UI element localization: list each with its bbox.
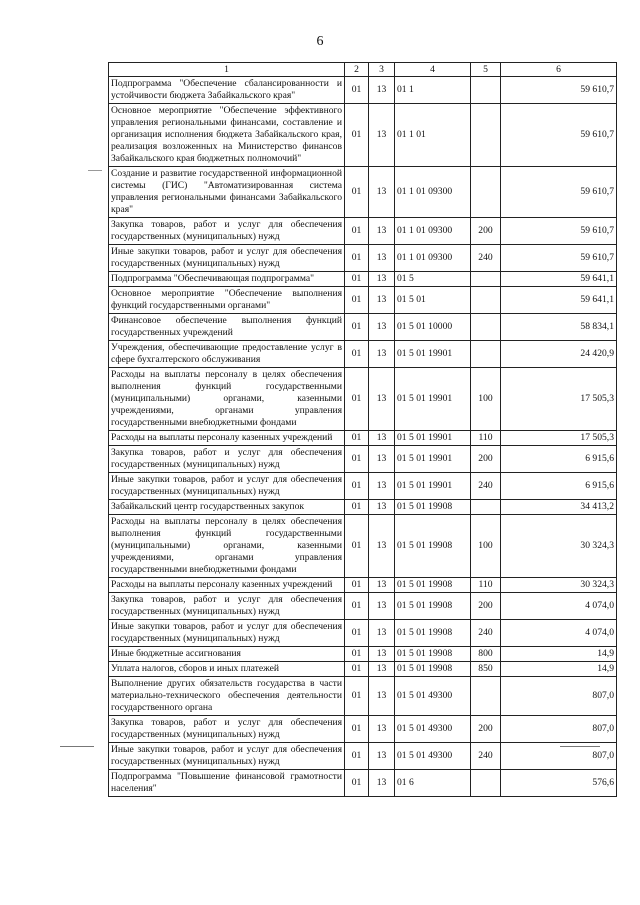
- subsection-cell: 13: [369, 500, 395, 515]
- target-article-cell: 01 5 01 19908: [395, 620, 471, 647]
- subsection-cell: 13: [369, 716, 395, 743]
- row-name-cell: Иные закупки товаров, работ и услуг для обеспечения государственных (муниципальных) нужд: [109, 245, 345, 272]
- amount-cell: 59 610,7: [501, 245, 617, 272]
- amount-cell: 34 413,2: [501, 500, 617, 515]
- expense-type-cell: [471, 314, 501, 341]
- subsection-cell: 13: [369, 473, 395, 500]
- target-article-cell: 01 1 01: [395, 104, 471, 167]
- table-row: [109, 446, 617, 473]
- subsection-cell: 13: [369, 677, 395, 716]
- table-row: [109, 341, 617, 368]
- amount-cell: 59 610,7: [501, 77, 617, 104]
- table-row: [109, 716, 617, 743]
- target-article-cell: 01 5 01 49300: [395, 743, 471, 770]
- amount-cell: 807,0: [501, 677, 617, 716]
- subsection-cell: 13: [369, 341, 395, 368]
- expense-type-cell: 110: [471, 578, 501, 593]
- row-name-cell: Расходы на выплаты персоналу казенных учреждений: [109, 431, 345, 446]
- expense-type-cell: 200: [471, 218, 501, 245]
- section-cell: 01: [345, 77, 369, 104]
- section-cell: 01: [345, 677, 369, 716]
- target-article-cell: 01 5 01 19901: [395, 341, 471, 368]
- amount-cell: 59 610,7: [501, 218, 617, 245]
- expense-type-cell: [471, 500, 501, 515]
- column-header: 4: [395, 63, 471, 77]
- section-cell: 01: [345, 446, 369, 473]
- target-article-cell: 01 5 01 49300: [395, 716, 471, 743]
- expense-type-cell: 850: [471, 662, 501, 677]
- target-article-cell: 01 1 01 09300: [395, 245, 471, 272]
- section-cell: 01: [345, 218, 369, 245]
- table-row: [109, 620, 617, 647]
- subsection-cell: 13: [369, 770, 395, 797]
- amount-cell: 807,0: [501, 743, 617, 770]
- budget-table: [108, 62, 617, 797]
- row-name-cell: Подпрограмма "Обеспечивающая подпрограмма": [109, 272, 345, 287]
- target-article-cell: 01 5 01 49300: [395, 677, 471, 716]
- target-article-cell: 01 1 01 09300: [395, 218, 471, 245]
- subsection-cell: 13: [369, 578, 395, 593]
- amount-cell: 58 834,1: [501, 314, 617, 341]
- expense-type-cell: 110: [471, 431, 501, 446]
- subsection-cell: 13: [369, 272, 395, 287]
- row-name-cell: Финансовое обеспечение выполнения функций государственных учреждений: [109, 314, 345, 341]
- subsection-cell: 13: [369, 743, 395, 770]
- amount-cell: 17 505,3: [501, 431, 617, 446]
- section-cell: 01: [345, 620, 369, 647]
- section-cell: 01: [345, 272, 369, 287]
- subsection-cell: 13: [369, 431, 395, 446]
- row-name-cell: Расходы на выплаты персоналу в целях обеспечения выполнения функций государственными (муниципальными) органами, казенными учреждениями, органами управления государственными внебюджетными фондами: [109, 368, 345, 431]
- column-header: 2: [345, 63, 369, 77]
- section-cell: 01: [345, 593, 369, 620]
- subsection-cell: 13: [369, 104, 395, 167]
- amount-cell: 59 641,1: [501, 272, 617, 287]
- row-name-cell: Забайкальский центр государственных закупок: [109, 500, 345, 515]
- expense-type-cell: 240: [471, 620, 501, 647]
- target-article-cell: 01 5 01 19908: [395, 578, 471, 593]
- column-header: 3: [369, 63, 395, 77]
- target-article-cell: 01 5 01 19901: [395, 431, 471, 446]
- subsection-cell: 13: [369, 647, 395, 662]
- amount-cell: 4 074,0: [501, 620, 617, 647]
- expense-type-cell: 100: [471, 515, 501, 578]
- amount-cell: 30 324,3: [501, 578, 617, 593]
- expense-type-cell: [471, 677, 501, 716]
- expense-type-cell: [471, 287, 501, 314]
- target-article-cell: 01 1 01 09300: [395, 167, 471, 218]
- section-cell: 01: [345, 716, 369, 743]
- section-cell: 01: [345, 341, 369, 368]
- row-name-cell: Закупка товаров, работ и услуг для обеспечения государственных (муниципальных) нужд: [109, 716, 345, 743]
- expense-type-cell: 240: [471, 473, 501, 500]
- table-row: [109, 167, 617, 218]
- amount-cell: 17 505,3: [501, 368, 617, 431]
- row-name-cell: Создание и развитие государственной информационной системы (ГИС) "Автоматизированная система управления региональными финансами Забайкальского края": [109, 167, 345, 218]
- subsection-cell: 13: [369, 77, 395, 104]
- target-article-cell: 01 5 01 19901: [395, 446, 471, 473]
- expense-type-cell: [471, 77, 501, 104]
- target-article-cell: 01 5 01 19908: [395, 593, 471, 620]
- table-row: [109, 368, 617, 431]
- section-cell: 01: [345, 431, 369, 446]
- section-cell: 01: [345, 314, 369, 341]
- amount-cell: 14,9: [501, 662, 617, 677]
- table-row: [109, 104, 617, 167]
- table-header-row: [109, 63, 617, 77]
- amount-cell: 576,6: [501, 770, 617, 797]
- row-name-cell: Подпрограмма "Повышение финансовой грамотности населения": [109, 770, 345, 797]
- expense-type-cell: [471, 272, 501, 287]
- column-header: 6: [501, 63, 617, 77]
- section-cell: 01: [345, 473, 369, 500]
- amount-cell: 30 324,3: [501, 515, 617, 578]
- table-row: [109, 272, 617, 287]
- row-name-cell: Иные бюджетные ассигнования: [109, 647, 345, 662]
- table-row: [109, 314, 617, 341]
- table-row: [109, 287, 617, 314]
- section-cell: 01: [345, 167, 369, 218]
- section-cell: 01: [345, 578, 369, 593]
- subsection-cell: 13: [369, 515, 395, 578]
- subsection-cell: 13: [369, 167, 395, 218]
- scan-mark: [88, 170, 102, 171]
- expense-type-cell: [471, 167, 501, 218]
- row-name-cell: Иные закупки товаров, работ и услуг для обеспечения государственных (муниципальных) нужд: [109, 473, 345, 500]
- table-body: [109, 77, 617, 797]
- table-row: [109, 473, 617, 500]
- expense-type-cell: 200: [471, 593, 501, 620]
- target-article-cell: 01 5 01 10000: [395, 314, 471, 341]
- section-cell: 01: [345, 500, 369, 515]
- amount-cell: 807,0: [501, 716, 617, 743]
- target-article-cell: 01 5 01 19901: [395, 368, 471, 431]
- amount-cell: 59 641,1: [501, 287, 617, 314]
- subsection-cell: 13: [369, 620, 395, 647]
- row-name-cell: Уплата налогов, сборов и иных платежей: [109, 662, 345, 677]
- table-row: [109, 770, 617, 797]
- expense-type-cell: 240: [471, 245, 501, 272]
- target-article-cell: 01 1: [395, 77, 471, 104]
- table-row: [109, 593, 617, 620]
- row-name-cell: Основное мероприятие "Обеспечение выполнения функций государственными органами": [109, 287, 345, 314]
- table-row: [109, 515, 617, 578]
- section-cell: 01: [345, 770, 369, 797]
- subsection-cell: 13: [369, 368, 395, 431]
- expense-type-cell: [471, 341, 501, 368]
- row-name-cell: Расходы на выплаты персоналу в целях обеспечения выполнения функций государственными (муниципальными) органами, казенными учреждениями, органами управления государственными внебюджетными фондами: [109, 515, 345, 578]
- row-name-cell: Учреждения, обеспечивающие предоставление услуг в сфере бухгалтерского обслуживания: [109, 341, 345, 368]
- target-article-cell: 01 5 01 19908: [395, 647, 471, 662]
- expense-type-cell: 800: [471, 647, 501, 662]
- section-cell: 01: [345, 104, 369, 167]
- row-name-cell: Закупка товаров, работ и услуг для обеспечения государственных (муниципальных) нужд: [109, 218, 345, 245]
- expense-type-cell: 240: [471, 743, 501, 770]
- scan-mark: [560, 746, 600, 747]
- subsection-cell: 13: [369, 446, 395, 473]
- expense-type-cell: [471, 770, 501, 797]
- target-article-cell: 01 5 01 19908: [395, 500, 471, 515]
- amount-cell: 4 074,0: [501, 593, 617, 620]
- section-cell: 01: [345, 368, 369, 431]
- expense-type-cell: 200: [471, 446, 501, 473]
- subsection-cell: 13: [369, 245, 395, 272]
- subsection-cell: 13: [369, 662, 395, 677]
- table-row: [109, 647, 617, 662]
- amount-cell: 24 420,9: [501, 341, 617, 368]
- subsection-cell: 13: [369, 287, 395, 314]
- target-article-cell: 01 5 01 19908: [395, 515, 471, 578]
- row-name-cell: Иные закупки товаров, работ и услуг для обеспечения государственных (муниципальных) нужд: [109, 743, 345, 770]
- target-article-cell: 01 5: [395, 272, 471, 287]
- row-name-cell: Выполнение других обязательств государства в части материально-технического обеспечения деятельности государственного органа: [109, 677, 345, 716]
- table-row: [109, 500, 617, 515]
- page-number: 6: [316, 34, 324, 49]
- expense-type-cell: 200: [471, 716, 501, 743]
- column-header: 5: [471, 63, 501, 77]
- section-cell: 01: [345, 647, 369, 662]
- row-name-cell: Расходы на выплаты персоналу казенных учреждений: [109, 578, 345, 593]
- row-name-cell: Основное мероприятие "Обеспечение эффективного управления региональными финансами, составление и организация исполнения бюджета Забайкальского края, реализация возложенных на Министерство финансов Забайкальского края бюджетных полномочий": [109, 104, 345, 167]
- section-cell: 01: [345, 287, 369, 314]
- target-article-cell: 01 5 01: [395, 287, 471, 314]
- subsection-cell: 13: [369, 218, 395, 245]
- target-article-cell: 01 6: [395, 770, 471, 797]
- row-name-cell: Подпрограмма "Обеспечение сбалансированности и устойчивости бюджета Забайкальского края": [109, 77, 345, 104]
- table-row: [109, 578, 617, 593]
- amount-cell: 6 915,6: [501, 446, 617, 473]
- section-cell: 01: [345, 662, 369, 677]
- section-cell: 01: [345, 245, 369, 272]
- table-row: [109, 431, 617, 446]
- target-article-cell: 01 5 01 19908: [395, 662, 471, 677]
- row-name-cell: Закупка товаров, работ и услуг для обеспечения государственных (муниципальных) нужд: [109, 593, 345, 620]
- column-header: 1: [109, 63, 345, 77]
- amount-cell: 14,9: [501, 647, 617, 662]
- table-row: [109, 662, 617, 677]
- table-row: [109, 218, 617, 245]
- section-cell: 01: [345, 743, 369, 770]
- table-row: [109, 677, 617, 716]
- subsection-cell: 13: [369, 314, 395, 341]
- table-row: [109, 77, 617, 104]
- target-article-cell: 01 5 01 19901: [395, 473, 471, 500]
- table-row: [109, 245, 617, 272]
- amount-cell: 6 915,6: [501, 473, 617, 500]
- section-cell: 01: [345, 515, 369, 578]
- amount-cell: 59 610,7: [501, 167, 617, 218]
- expense-type-cell: 100: [471, 368, 501, 431]
- scan-mark: [60, 746, 94, 747]
- amount-cell: 59 610,7: [501, 104, 617, 167]
- row-name-cell: Закупка товаров, работ и услуг для обеспечения государственных (муниципальных) нужд: [109, 446, 345, 473]
- expense-type-cell: [471, 104, 501, 167]
- row-name-cell: Иные закупки товаров, работ и услуг для обеспечения государственных (муниципальных) нужд: [109, 620, 345, 647]
- table-row: [109, 743, 617, 770]
- subsection-cell: 13: [369, 593, 395, 620]
